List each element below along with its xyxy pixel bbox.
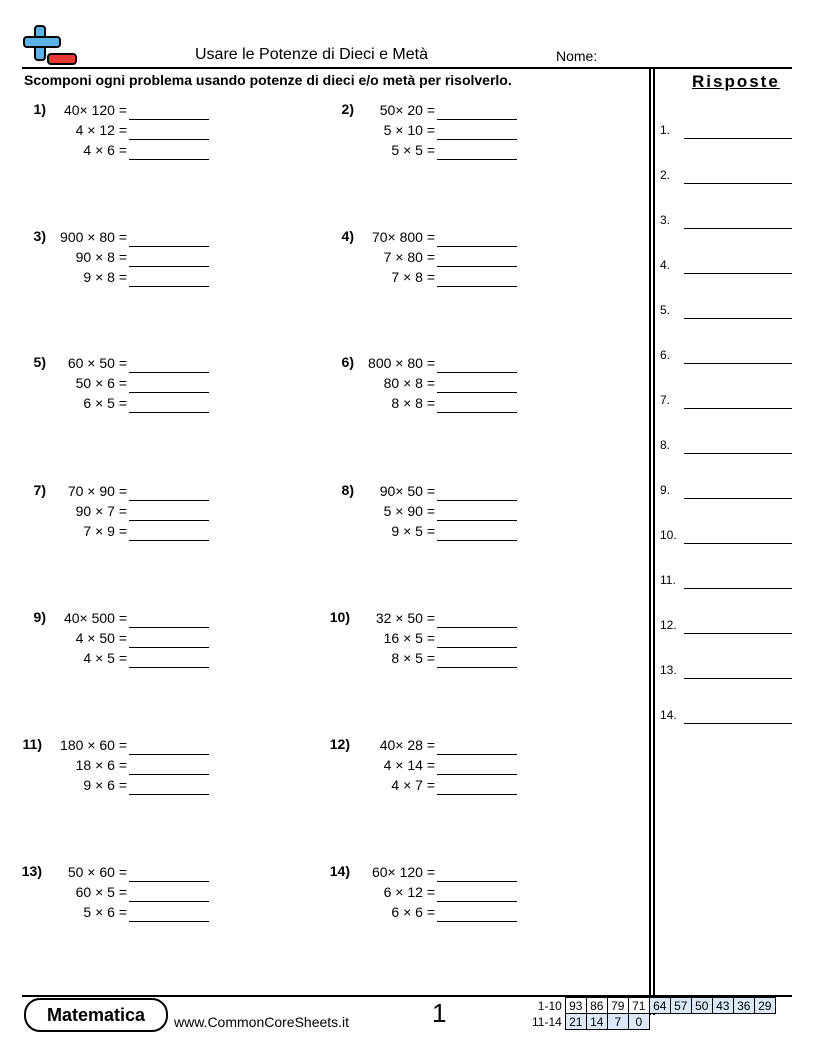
answer-row[interactable] <box>660 659 792 679</box>
equation-text: 60 × 5 = <box>75 884 127 900</box>
score-cell: 36 <box>733 998 754 1014</box>
equation-text: 40× 500 = <box>63 610 127 626</box>
answer-row[interactable] <box>660 389 792 409</box>
page-number: 1 <box>432 998 447 1028</box>
answer-line[interactable] <box>684 543 792 544</box>
answer-line[interactable] <box>684 363 792 364</box>
answer-blank[interactable] <box>437 248 517 267</box>
score-cell: 50 <box>691 998 712 1014</box>
site-url: www.CommonCoreSheets.it <box>174 1014 350 1030</box>
answer-line[interactable] <box>684 588 792 589</box>
answer-line[interactable] <box>684 633 792 634</box>
score-cell: 79 <box>607 998 628 1014</box>
equation-text: 90 × 8 = <box>75 249 127 265</box>
problem-block <box>330 228 630 300</box>
score-cell: 29 <box>754 998 775 1014</box>
score-row-label: 11-14 <box>532 1014 562 1029</box>
equation-text: 8 × 8 = <box>391 395 435 411</box>
answer-number: 12. <box>660 618 677 632</box>
equation-text: 5 × 90 = <box>383 503 435 519</box>
equation-text: 5 × 5 = <box>391 142 435 158</box>
problem-number: 12) <box>329 736 350 752</box>
equation-text: 60 × 50 = <box>67 355 127 371</box>
answer-row[interactable] <box>660 434 792 454</box>
answer-line[interactable] <box>684 678 792 679</box>
equation-text: 80 × 8 = <box>383 375 435 391</box>
answer-row[interactable] <box>660 299 792 319</box>
answer-row[interactable] <box>660 344 792 364</box>
answer-blank[interactable] <box>437 482 517 501</box>
answer-blank[interactable] <box>129 776 209 795</box>
answer-number: 3. <box>660 213 671 227</box>
instructions: Scomponi ogni problema usando potenze di dieci e/o metà per risolverlo. <box>24 72 512 88</box>
equation-text: 5 × 10 = <box>383 122 435 138</box>
answer-row[interactable] <box>660 704 792 724</box>
answer-number: 8. <box>660 438 671 452</box>
answer-line[interactable] <box>684 498 792 499</box>
problem-number: 2) <box>341 101 354 117</box>
answer-blank[interactable] <box>129 649 209 668</box>
answer-row[interactable] <box>660 614 792 634</box>
answer-number: 5. <box>660 303 671 317</box>
answer-number: 7. <box>660 393 671 407</box>
problem-block <box>22 228 322 300</box>
answer-line[interactable] <box>684 318 792 319</box>
answer-number: 14. <box>660 708 677 722</box>
equation-text: 5 × 6 = <box>83 904 127 920</box>
answer-number: 1. <box>660 123 671 137</box>
equation-text: 16 × 5 = <box>383 630 435 646</box>
problem-number: 9) <box>33 609 46 625</box>
score-row <box>529 1014 775 1030</box>
equation-text: 7 × 80 = <box>383 249 435 265</box>
equation-text: 800 × 80 = <box>368 355 435 371</box>
score-cell: 43 <box>712 998 733 1014</box>
answer-blank[interactable] <box>437 394 517 413</box>
score-cell: 57 <box>670 998 691 1014</box>
equation-text: 900 × 80 = <box>60 229 127 245</box>
answer-blank[interactable] <box>129 354 209 373</box>
brand-badge: Matematica <box>24 998 168 1032</box>
score-cell: 7 <box>607 1014 628 1030</box>
answer-number: 4. <box>660 258 671 272</box>
equation-text: 6 × 12 = <box>383 884 435 900</box>
answer-blank[interactable] <box>129 394 209 413</box>
answer-number: 13. <box>660 663 677 677</box>
answer-blank[interactable] <box>129 629 209 648</box>
equation-text: 40× 120 = <box>63 102 127 118</box>
score-cell: 14 <box>586 1014 607 1030</box>
header-rule <box>22 67 792 69</box>
score-cell: 64 <box>649 998 670 1014</box>
answer-blank[interactable] <box>437 629 517 648</box>
answer-blank[interactable] <box>129 756 209 775</box>
answer-blank[interactable] <box>129 903 209 922</box>
answer-blank[interactable] <box>437 736 517 755</box>
score-cell: 93 <box>565 998 586 1014</box>
answer-blank[interactable] <box>129 502 209 521</box>
answer-blank[interactable] <box>129 121 209 140</box>
answer-number: 2. <box>660 168 671 182</box>
equation-text: 60× 120 = <box>371 864 435 880</box>
problem-block <box>22 863 322 935</box>
answer-blank[interactable] <box>129 101 209 120</box>
answer-number: 10. <box>660 528 677 542</box>
problem-number: 7) <box>33 482 46 498</box>
answer-number: 11. <box>660 573 676 587</box>
answer-blank[interactable] <box>129 141 209 160</box>
problem-number: 5) <box>33 354 46 370</box>
equation-text: 9 × 6 = <box>83 777 127 793</box>
answer-blank[interactable] <box>129 863 209 882</box>
problem-number: 10) <box>329 609 350 625</box>
problem-number: 1) <box>33 101 46 117</box>
equation-text: 50 × 60 = <box>67 864 127 880</box>
problem-number: 4) <box>341 228 354 244</box>
answer-line[interactable] <box>684 408 792 409</box>
equation-text: 70 × 90 = <box>67 483 127 499</box>
answer-number: 9. <box>660 483 671 497</box>
problem-block <box>22 609 322 681</box>
answer-blank[interactable] <box>437 228 517 247</box>
answer-line[interactable] <box>684 228 792 229</box>
answer-blank[interactable] <box>129 228 209 247</box>
answer-row[interactable] <box>660 569 792 589</box>
equation-text: 18 × 6 = <box>75 757 127 773</box>
answer-blank[interactable] <box>437 354 517 373</box>
equation-text: 90 × 7 = <box>75 503 127 519</box>
equation-text: 7 × 9 = <box>83 523 127 539</box>
problem-number: 13) <box>21 863 42 879</box>
problem-block <box>22 101 322 173</box>
answer-line[interactable] <box>684 723 792 724</box>
equation-text: 180 × 60 = <box>60 737 127 753</box>
answer-number: 6. <box>660 348 671 362</box>
equation-text: 4 × 12 = <box>75 122 127 138</box>
answer-blank[interactable] <box>437 776 517 795</box>
equation-text: 4 × 5 = <box>83 650 127 666</box>
equation-text: 4 × 50 = <box>75 630 127 646</box>
equation-text: 7 × 8 = <box>391 269 435 285</box>
equation-text: 70× 800 = <box>371 229 435 245</box>
equation-text: 90× 50 = <box>379 483 435 499</box>
equation-text: 9 × 8 = <box>83 269 127 285</box>
equation-text: 4 × 6 = <box>83 142 127 158</box>
answer-divider <box>649 68 651 1015</box>
equation-text: 4 × 7 = <box>391 777 435 793</box>
problem-block <box>330 609 630 681</box>
answer-blank[interactable] <box>437 609 517 628</box>
answer-blank[interactable] <box>437 374 517 393</box>
equation-text: 50× 20 = <box>379 102 435 118</box>
equation-text: 8 × 5 = <box>391 650 435 666</box>
equation-text: 6 × 5 = <box>83 395 127 411</box>
answer-blank[interactable] <box>437 141 517 160</box>
answer-blank[interactable] <box>129 736 209 755</box>
problem-number: 3) <box>33 228 46 244</box>
score-table <box>529 997 776 1030</box>
answer-row[interactable] <box>660 254 792 274</box>
answer-blank[interactable] <box>129 522 209 541</box>
equation-text: 40× 28 = <box>379 737 435 753</box>
problem-block <box>330 354 630 426</box>
score-row <box>529 998 775 1014</box>
answer-blank[interactable] <box>437 903 517 922</box>
equation-text: 9 × 5 = <box>391 523 435 539</box>
problem-block <box>22 354 322 426</box>
plus-minus-logo-icon <box>22 24 80 68</box>
equation-text: 6 × 6 = <box>391 904 435 920</box>
problem-block <box>22 482 322 554</box>
answer-line[interactable] <box>684 453 792 454</box>
score-cell: 86 <box>586 998 607 1014</box>
score-cell: 71 <box>628 998 649 1014</box>
answer-blank[interactable] <box>129 248 209 267</box>
name-label: Nome: <box>556 48 598 64</box>
answer-row[interactable] <box>660 479 792 499</box>
answer-blank[interactable] <box>129 268 209 287</box>
answers-title: Risposte <box>692 72 780 91</box>
answer-row[interactable] <box>660 164 792 184</box>
answer-row[interactable] <box>660 524 792 544</box>
answer-line[interactable] <box>684 138 792 139</box>
score-row-label: 1-10 <box>537 998 562 1013</box>
problem-block <box>330 863 630 935</box>
answer-blank[interactable] <box>129 482 209 501</box>
answer-blank[interactable] <box>437 883 517 902</box>
answer-blank[interactable] <box>437 101 517 120</box>
answer-blank[interactable] <box>437 863 517 882</box>
score-cell: 21 <box>565 1014 586 1030</box>
answer-blank[interactable] <box>437 522 517 541</box>
problem-number: 6) <box>341 354 354 370</box>
answer-blank[interactable] <box>437 649 517 668</box>
problem-number: 11) <box>22 736 42 752</box>
equation-text: 32 × 50 = <box>375 610 435 626</box>
problem-block <box>330 101 630 173</box>
score-cell: 0 <box>628 1014 649 1030</box>
answer-blank[interactable] <box>437 121 517 140</box>
answer-blank[interactable] <box>437 502 517 521</box>
problem-block <box>330 482 630 554</box>
answer-blank[interactable] <box>437 268 517 287</box>
answer-line[interactable] <box>684 273 792 274</box>
answer-blank[interactable] <box>129 609 209 628</box>
answer-blank[interactable] <box>129 374 209 393</box>
equation-text: 50 × 6 = <box>75 375 127 391</box>
problem-number: 8) <box>341 482 354 498</box>
page-title: Usare le Potenze di Dieci e Metà <box>195 46 428 63</box>
answer-divider <box>653 68 655 1015</box>
problem-block <box>22 736 322 808</box>
answer-row[interactable] <box>660 119 792 139</box>
equation-text: 4 × 14 = <box>383 757 435 773</box>
answer-line[interactable] <box>684 183 792 184</box>
answer-blank[interactable] <box>129 883 209 902</box>
answer-row[interactable] <box>660 209 792 229</box>
problem-block <box>330 736 630 808</box>
problem-number: 14) <box>329 863 350 879</box>
answer-blank[interactable] <box>437 756 517 775</box>
